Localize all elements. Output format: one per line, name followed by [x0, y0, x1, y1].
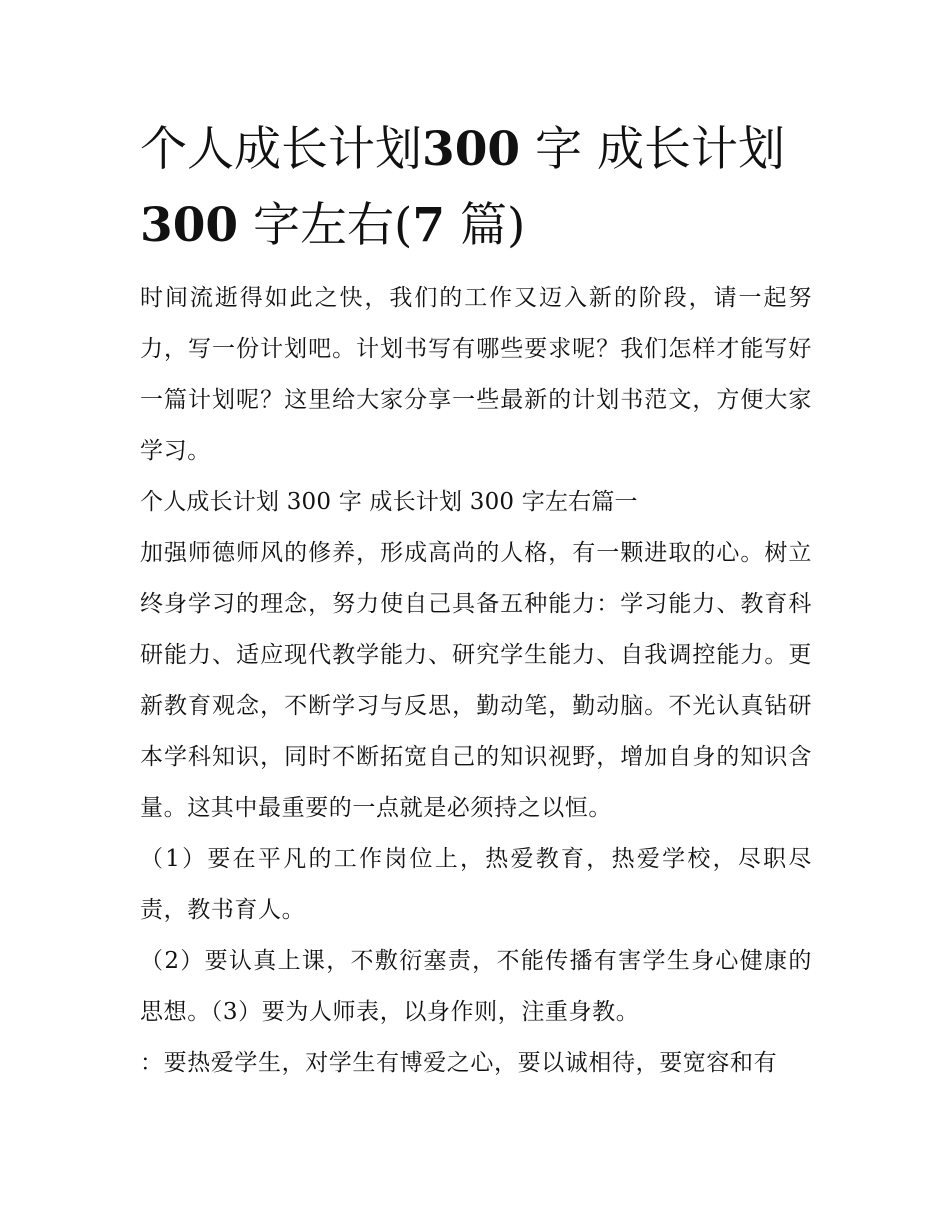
title-text-3: 字左右( — [238, 198, 413, 253]
title-number-2: 300 — [140, 198, 239, 253]
list-item-2: （2）要认真上课，不敷衍塞责，不能传播有害学生身心健康的思想。（3）要为人师表，以身作则，注重身教。 — [140, 948, 812, 1025]
section-heading: 个人成长计划 300 字 成长计划 300 字左右篇一 — [140, 489, 638, 515]
title-number-1: 300 — [422, 122, 521, 177]
list-item-partial: ：要热爱学生，对学生有博爱之心，要以诚相待，要宽容和有 — [140, 1050, 778, 1076]
list-item-1: （1）要在平凡的工作岗位上，热爱教育，热爱学校，尽职尽责，教书育人。 — [140, 846, 812, 923]
body-paragraph: 加强师德师风的修养，形成高尚的人格，有一颗进取的心。树立终身学习的理念，努力使自己具备五种能力：学习能力、教育科研能力、适应现代教学能力、研究学生能力、自我调控能力。更新教育观念，不断学习与反思，勤动笔，勤动脑。不光认真钻研本学科知识，同时不断拓宽自己的知识视野，增加自身的知识含量。这其中最重要的一点就是必须持之以恒。 — [140, 540, 812, 821]
title-text-4: 篇) — [445, 198, 526, 253]
document-page — [140, 112, 812, 1089]
title-text-2: 字 成长计划 — [520, 122, 785, 177]
intro-paragraph: 时间流逝得如此之快，我们的工作又迈入新的阶段，请一起努力，写一份计划吧。计划书写有哪些要求呢？我们怎样才能写好一篇计划呢？这里给大家分享一些最新的计划书范文，方便大家学习。 — [140, 285, 812, 464]
document-title — [140, 112, 812, 264]
title-number-3: 7 — [412, 198, 446, 253]
title-text-1: 个人成长计划 — [140, 122, 422, 177]
